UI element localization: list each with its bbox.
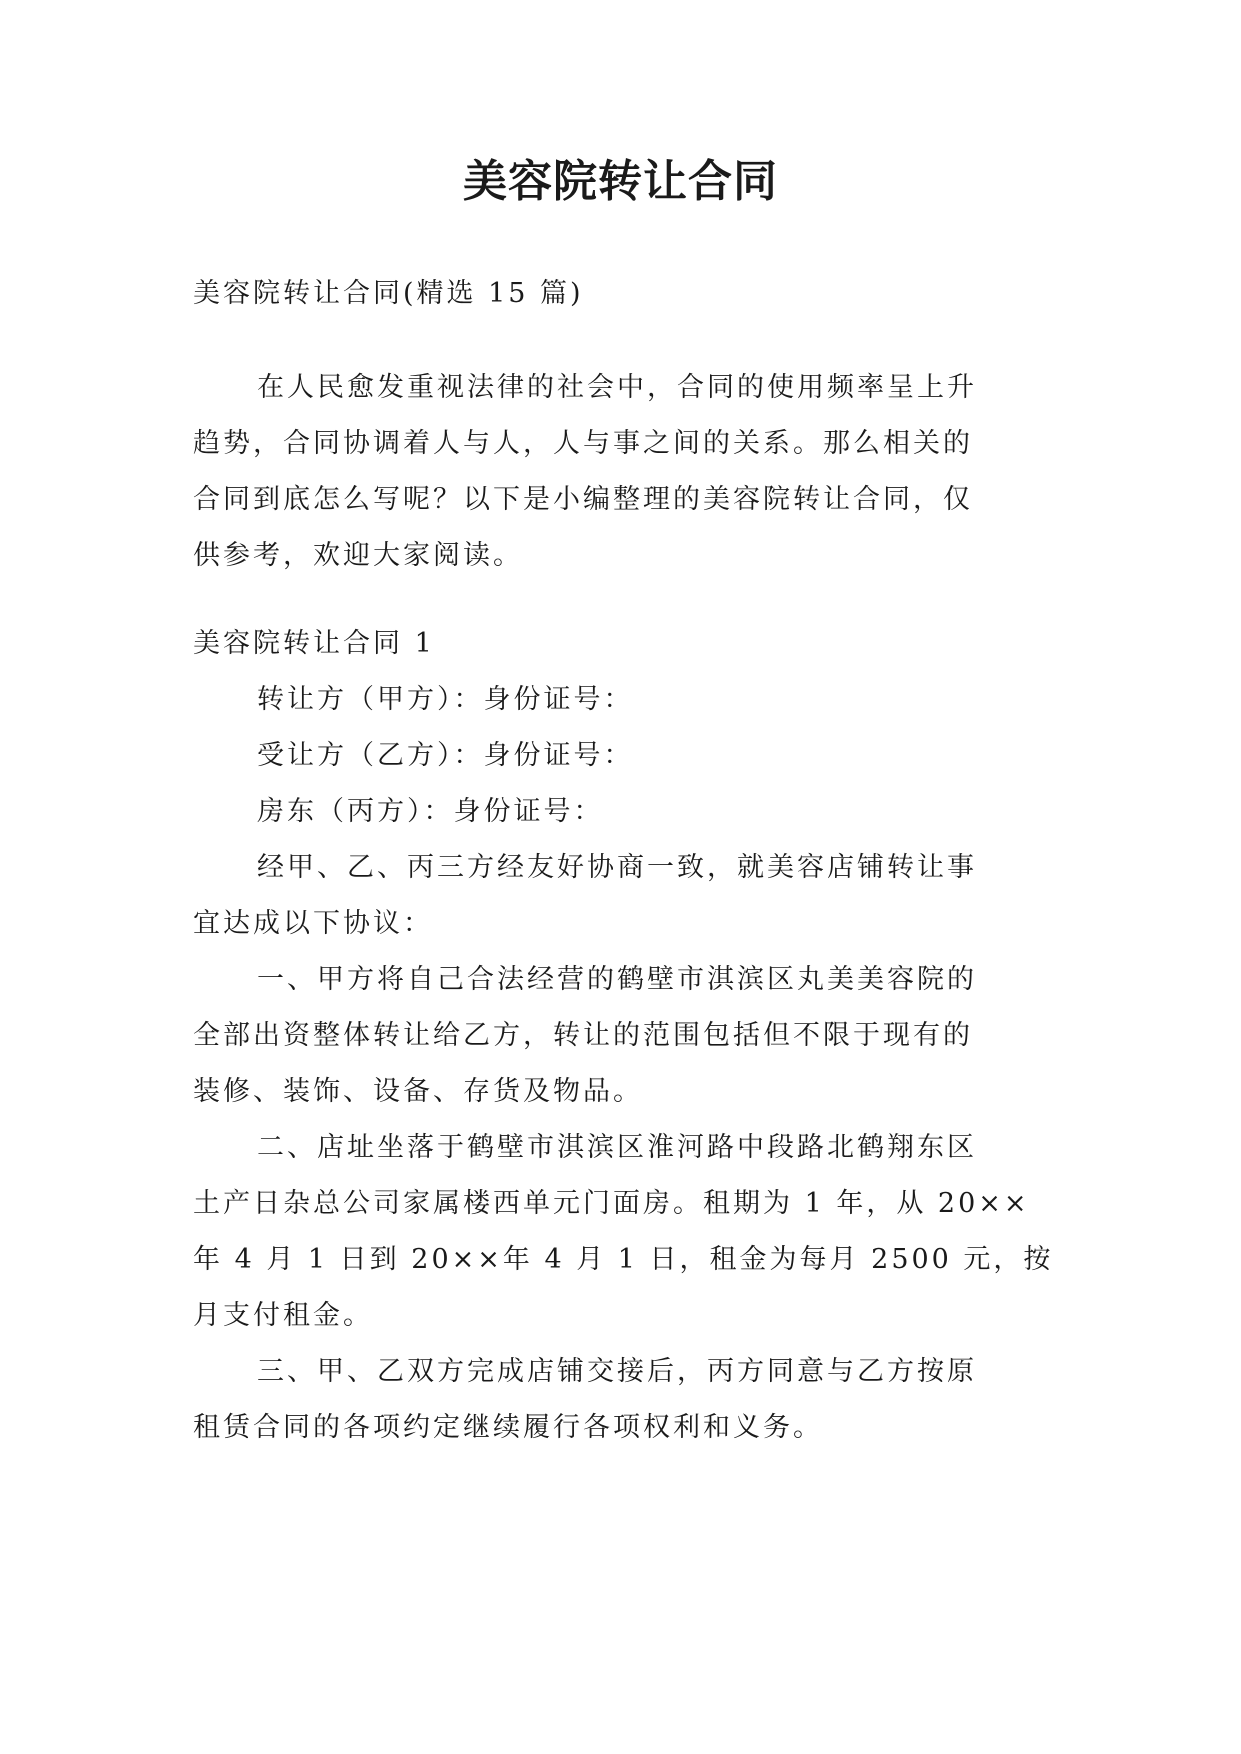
party-c-line: 房东（丙方）：身份证号： [257,796,604,827]
clause-2-line-1: 二、店址坐落于鹤壁市淇滨区淮河路中段路北鹤翔东区 [257,1132,977,1163]
section-heading: 美容院转让合同 1 [193,628,435,659]
clause-3-line-2: 租赁合同的各项约定继续履行各项权利和义务。 [193,1412,823,1443]
contract-section [193,616,1053,1456]
clause-2-line-4: 月支付租金。 [193,1300,373,1331]
party-a-line: 转让方（甲方）：身份证号： [257,684,634,715]
intro-line-4: 供参考，欢迎大家阅读。 [193,540,523,571]
clause-1-line-2: 全部出资整体转让给乙方，转让的范围包括但不限于现有的 [193,1020,973,1051]
clause-1-line-3: 装修、装饰、设备、存货及物品。 [193,1076,643,1107]
clause-2-line-2: 土产日杂总公司家属楼西单元门面房。租期为 1 年，从 20×× [193,1188,1030,1219]
clause-3-line-1: 三、甲、乙双方完成店铺交接后，丙方同意与乙方按原 [257,1356,977,1387]
clause-2-line-3: 年 4 月 1 日到 20××年 4 月 1 日，租金为每月 2500 元，按 [193,1244,1054,1275]
clause-1-line-1: 一、甲方将自己合法经营的鹤壁市淇滨区丸美美容院的 [257,964,977,995]
intro-line-2: 趋势，合同协调着人与人，人与事之间的关系。那么相关的 [193,428,973,459]
document-title: 美容院转让合同 [463,156,778,207]
intro-line-1: 在人民愈发重视法律的社会中，合同的使用频率呈上升 [257,372,977,403]
agreement-intro-line-1: 经甲、乙、丙三方经友好协商一致，就美容店铺转让事 [257,852,977,883]
intro-line-3: 合同到底怎么写呢？以下是小编整理的美容院转让合同，仅 [193,484,973,515]
document-subtitle [193,266,1053,322]
intro-paragraph [193,360,1053,584]
agreement-intro-line-2: 宜达成以下协议： [193,908,433,939]
party-b-line: 受让方（乙方）：身份证号： [257,740,634,771]
subtitle-line: 美容院转让合同(精选 15 篇) [193,278,584,309]
